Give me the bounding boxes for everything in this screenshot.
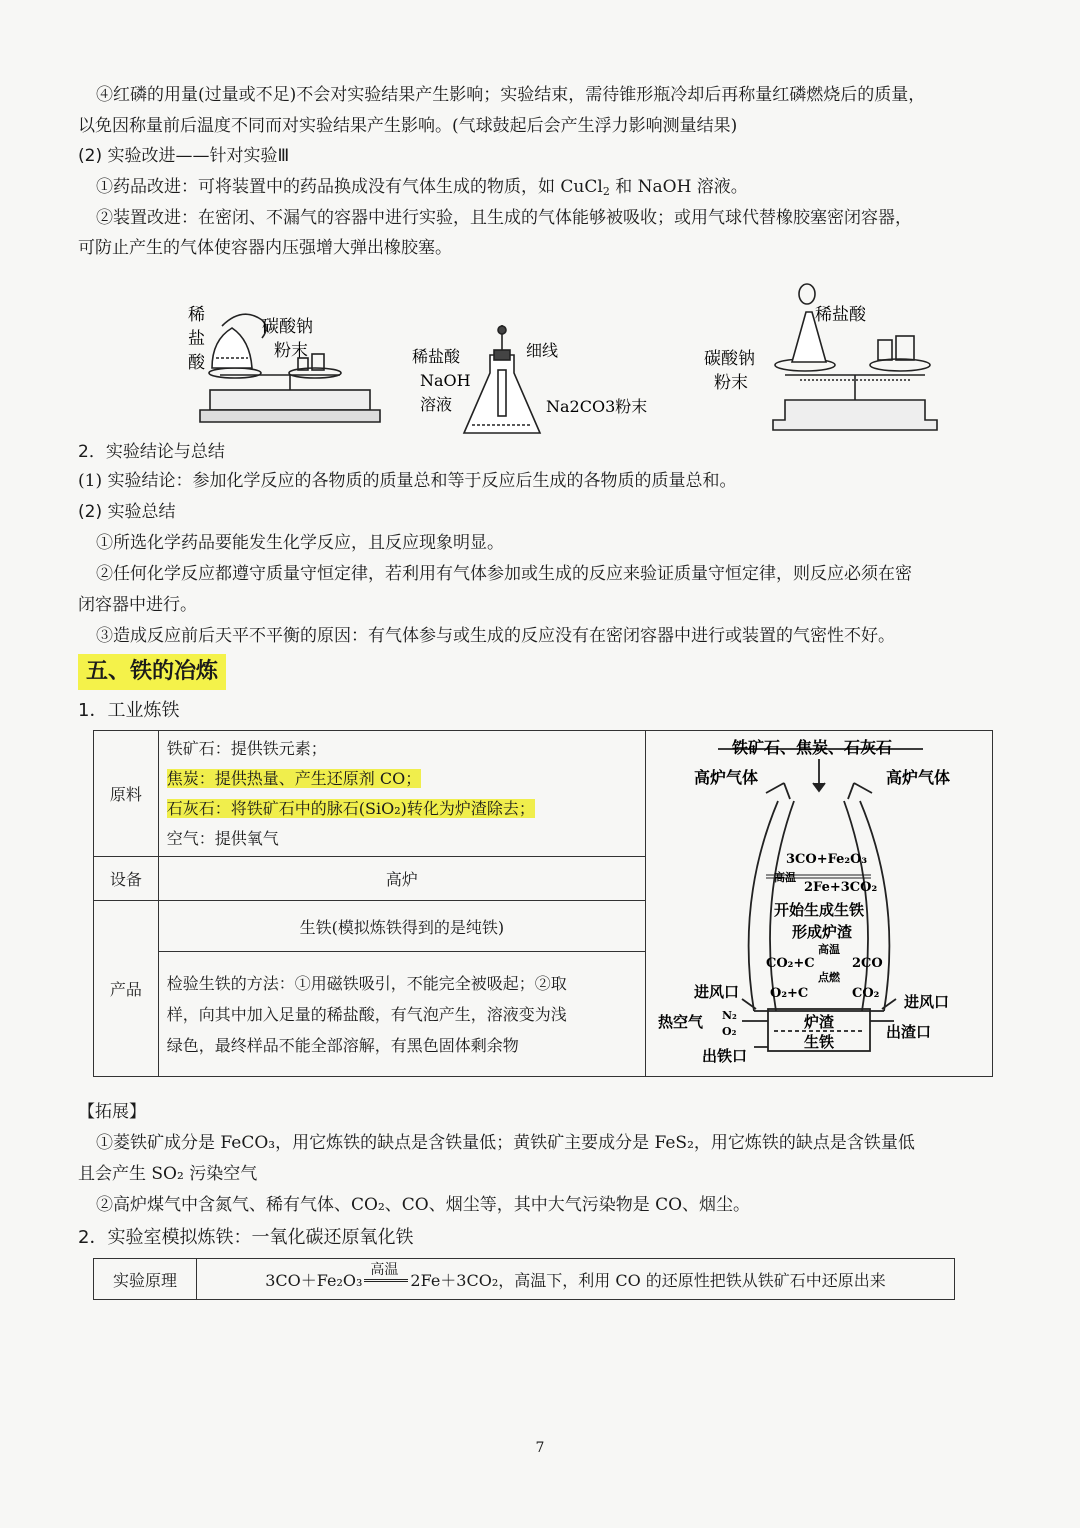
product-pig-iron: 生铁(模拟炼铁得到的是纯铁): [158, 901, 645, 952]
principle-condition: 高温: [370, 1261, 399, 1278]
fig2-label-na2co3: Na2CO3粉末: [546, 397, 648, 416]
summary-2-line2: 闭容器中进行。: [78, 595, 197, 615]
fig1-label-acid-1: 稀: [188, 305, 205, 325]
furnace-iron-outlet: 出铁口: [701, 1047, 747, 1065]
furnace-slag-outlet: 出渣口: [885, 1023, 931, 1041]
paragraph-4-line2: 以免因称量前后温度不同而对实验结果产生影响。(气球鼓起后会产生浮力影响测量结果): [78, 116, 738, 136]
raw-iron-ore: 铁矿石：提供铁元素；: [166, 738, 327, 758]
extension-2: ②高炉煤气中含氮气、稀有气体、CO₂、CO、烟尘等，其中大气污染物是 CO、烟尘。: [96, 1195, 751, 1215]
improve-1: ①药品改进：可将装置中的药品换成没有气体生成的物质，如 CuCl$_2$ 和 NaOH 溶液。: [96, 177, 748, 198]
furnace-slag-2: 形成炉渣: [791, 923, 852, 941]
summary-2-line1: ②任何化学反应都遵守质量守恒定律，若利用有气体参加或生成的反应来验证质量守恒定律，则反应必须在密: [96, 564, 912, 584]
furnace-hot-air: 热空气: [657, 1013, 703, 1031]
fig3-label-powder-1: 碳酸钠: [704, 349, 755, 369]
fig3-label-powder-2: 粉末: [714, 373, 748, 393]
extension-title: 【拓展】: [78, 1102, 146, 1122]
improve-2-line1: ②装置改进：在密闭、不漏气的容器中进行实验，且生成的气体能够被吸收；或用气球代替橡胶塞密闭容器，: [96, 208, 912, 228]
furnace-eq3-right: CO₂: [851, 986, 880, 1001]
furnace-eq2-cond: 高温: [817, 943, 840, 956]
furnace-inlet-right: 进风口: [903, 993, 949, 1011]
furnace-eq3: O₂+C: [769, 986, 809, 1001]
raw-material-label: 原料: [94, 731, 159, 857]
furnace-inlet-left: 进风口: [693, 983, 739, 1001]
product-test-method: 检验生铁的方法：①用磁铁吸引，不能完全被吸起；②取 样，向其中加入足量的稀盐酸，有气泡产生，溶液变为浅 绿色，最终样品不能全部溶解，有黑色固体剩余物: [158, 952, 645, 1077]
furnace-n2: N₂: [721, 1009, 737, 1022]
furnace-eq1-cond: 高温: [773, 871, 796, 884]
fig1-label-powder-1: 碳酸钠: [262, 317, 313, 337]
principle-label: 实验原理: [94, 1259, 197, 1300]
fig1-label-acid-2: 盐: [188, 329, 205, 349]
lab-iron-table: [93, 1258, 955, 1300]
raw-coke: 焦炭：提供热量、产生还原剂 CO；: [166, 768, 422, 788]
page-number: 7: [535, 1440, 545, 1456]
section-5-title: 五、铁的冶炼: [78, 654, 226, 690]
improve-heading: (2) 实验改进——针对实验Ⅲ: [78, 146, 290, 166]
conclusion-1: (1) 实验结论：参加化学反应的各物质的质量总和等于反应后生成的各物质的质量总和。: [78, 471, 737, 491]
industrial-iron-heading: 1．工业炼铁: [78, 700, 180, 721]
improve-2-line2: 可防止产生的气体使容器内压强增大弹出橡胶塞。: [78, 238, 452, 258]
product-label: 产品: [94, 901, 159, 1077]
equipment-value: 高炉: [158, 857, 645, 901]
fig1-label-powder-2: 粉末: [274, 341, 308, 361]
blast-furnace-diagram: [646, 731, 992, 1072]
fig3-label-acid: 稀盐酸: [815, 305, 866, 325]
fig2-label-thread: 细线: [526, 341, 559, 360]
fig2-label-naoh: NaOH: [420, 371, 471, 390]
furnace-eq2: CO₂+C: [765, 956, 815, 971]
furnace-eq1a: 3CO+Fe₂O₃: [785, 852, 868, 867]
equipment-label: 设备: [94, 857, 159, 901]
furnace-top-label: 铁矿石、焦炭、石灰石: [731, 738, 892, 757]
furnace-iron: 生铁: [803, 1033, 834, 1051]
industrial-iron-table: [93, 730, 993, 1077]
fig2-label-solution: 溶液: [420, 395, 453, 414]
fig1-label-acid-3: 酸: [188, 353, 205, 373]
fig2-label-acid: 稀盐酸: [412, 347, 461, 366]
raw-limestone: 石灰石：将铁矿石中的脉石(SiO₂)转化为炉渣除去；: [166, 798, 535, 818]
paragraph-4-line1: ④红磷的用量(过量或不足)不会对实验结果产生影响；实验结束，需待锥形瓶冷却后再称量红磷燃烧后的质量，: [96, 85, 926, 105]
summary-heading: (2) 实验总结: [78, 502, 176, 522]
furnace-gas-left: 高炉气体: [693, 768, 758, 787]
extension-1-line1: ①菱铁矿成分是 FeCO₃，用它炼铁的缺点是含铁量低；黄铁矿主要成分是 FeS₂，用它炼铁的缺点是含铁量低: [96, 1133, 915, 1153]
furnace-slag-1: 开始生成生铁: [773, 901, 864, 919]
extension-1-line2: 且会产生 SO₂ 污染空气: [78, 1164, 258, 1184]
furnace-eq1b: 2Fe+3CO₂: [803, 880, 878, 895]
furnace-eq2-right: 2CO: [851, 956, 883, 971]
furnace-eq3-cond: 点燃: [817, 971, 840, 984]
conclusion-heading: 2．实验结论与总结: [78, 442, 225, 462]
summary-3: ③造成反应前后天平不平衡的原因：有气体参与或生成的反应没有在密闭容器中进行或装置的气密性不好。: [96, 626, 895, 646]
apparatus-figures: [180, 280, 960, 440]
blast-furnace-diagram-cell: [645, 731, 992, 1077]
furnace-gas-right: 高炉气体: [885, 768, 950, 787]
summary-1: ①所选化学药品要能发生化学反应，且反应现象明显。: [96, 533, 504, 553]
furnace-slag: 炉渣: [803, 1013, 834, 1031]
furnace-o2: O₂: [721, 1025, 737, 1038]
raw-air: 空气：提供氧气: [166, 828, 279, 848]
lab-iron-heading: 2．实验室模拟炼铁：一氧化碳还原氧化铁: [78, 1227, 414, 1248]
principle-equation: 3CO＋Fe₂O₃ 高温 2Fe＋3CO₂，高温下，利用 CO 的还原性把铁从铁矿石中还原出来: [197, 1259, 955, 1300]
